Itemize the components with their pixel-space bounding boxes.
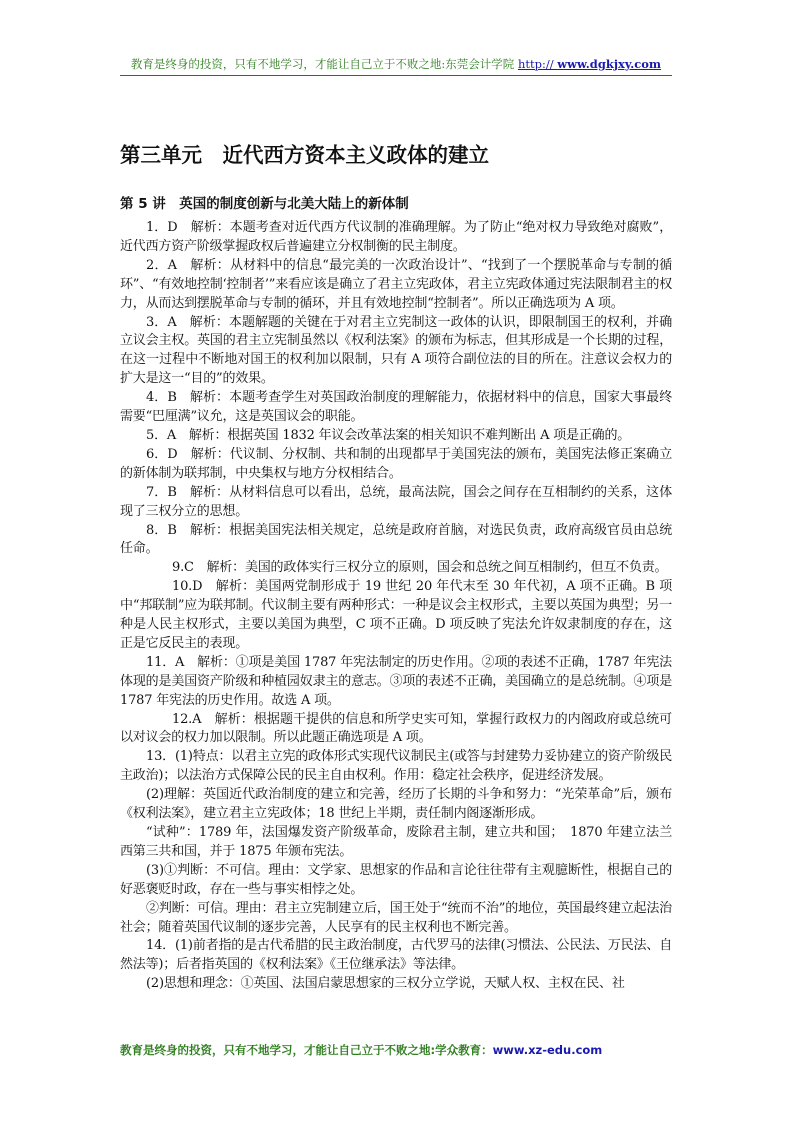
answer-paragraph: ②判断：可信。理由：君主立宪制建立后，国王处于“统而不治”的地位，英国最终建立起法治社会；随着英国代议制的逐步完善，人民享有的民主权利也不断完善。 bbox=[120, 900, 672, 935]
answer-paragraph: 7．B 解析：从材料信息可以看出，总统，最高法院，国会之间存在互相制约的关系，这体现了三权分立的思想。 bbox=[120, 484, 672, 519]
header-link[interactable] bbox=[518, 57, 661, 71]
answer-paragraph: 5．A 解析：根据英国 1832 年议会改革法案的相关知识不难判断出 A 项是正确的。 bbox=[146, 427, 631, 443]
answer-paragraph: (2)思想和理念：①英国、法国启蒙思想家的三权分立学说，天赋人权、主权在民、社 bbox=[146, 976, 625, 992]
answer-paragraph: 9.C 解析：美国的政体实行三权分立的原则，国会和总统之间互相制约，但互不负责。 bbox=[172, 560, 668, 576]
answer-paragraph: 10.D 解析：美国两党制形成于 19 世纪 20 年代末至 30 年代初，A 项不正确。B 项中“邦联制”应为联邦制。代议制主要有两种形式：一种是议会主权形式，主要以英国为典型；另一种是人民主权形式，主要以美国为典型，C 项不正确。D 项反映了宪法允许奴隶制度的存在，这正是它反民主的表现。 bbox=[120, 579, 672, 651]
page-header bbox=[120, 56, 672, 74]
header-text: 教育是终身的投资，只有不地学习，才能让自己立于不败之地:东莞会计学院 bbox=[130, 57, 518, 71]
answer-paragraph: 13．(1)特点：以君主立宪的政体形式实现代议制民主(或答与封建势力妥协建立的资产阶级民主政治)；以法治方式保障公民的民主自由权利。作用：稳定社会秩序，促进经济发展。 bbox=[120, 749, 672, 784]
unit-title: 第三单元 近代西方资本主义政体的建立 bbox=[120, 143, 489, 167]
answer-paragraph: (2)理解：英国近代政治制度的建立和完善，经历了长期的斗争和努力：“光荣革命”后，颁布《权利法案》，建立君主立宪政体；18 世纪上半期，责任制内阁逐渐形成。 bbox=[120, 787, 672, 822]
lecture-title: 第 5 讲 英国的制度创新与北美大陆上的新体制 bbox=[120, 196, 409, 212]
answer-paragraph: 4．B 解析：本题考查学生对英国政治制度的理解能力，依据材料中的信息，国家大事最终需要“巴厘满”议允，这是英国议会的职能。 bbox=[120, 390, 672, 425]
answer-body bbox=[120, 219, 672, 994]
answer-paragraph: 8．B 解析：根据美国宪法相关规定，总统是政府首脑，对选民负责，政府高级官员由总统任命。 bbox=[120, 522, 672, 557]
answer-paragraph: 11．A 解析：①项是美国 1787 年宪法制定的历史作用。②项的表述不正确，1787 年宪法体现的是美国资产阶级和种植园奴隶主的意志。③项的表述不正确，美国确立的是总统制。④项是 1787 年宪法的历史作用。故选 A 项。 bbox=[120, 654, 672, 708]
header-link-prefix: http:// bbox=[517, 57, 558, 71]
header-divider bbox=[120, 75, 672, 76]
answer-paragraph: 3．A 解析：本题解题的关键在于对君主立宪制这一政体的认识，即限制国王的权利，并确立议会主权。英国的君主立宪制虽然以《权利法案》的颁布为标志，但其形成是一个长期的过程，在这一过程中不断地对国王的权利加以限制，只有 A 项符合副位法的目的所在。注意议会权力的扩大是这一“目的”的效果。 bbox=[120, 314, 672, 387]
footer-text: 教育是终身的投资，只有不地学习，才能让自己立于不败之地:学众教育： bbox=[120, 1043, 493, 1057]
answer-paragraph: 12.A 解析：根据题干提供的信息和所学史实可知，掌握行政权力的内阁政府或总统可以对议会的权力加以限制。所以此题正确选项是 A 项。 bbox=[120, 711, 672, 746]
header-link-domain: www.dgkjxy.com bbox=[557, 57, 662, 71]
answer-paragraph: 2．A 解析：从材料中的信息“最完美的一次政治设计”、“找到了一个摆脱革命与专制的循环”、“有效地控制‘控制者’”来看应该是确立了君主立宪政体，君主立宪政体通过宪法限制君主的权力，从而达到摆脱革命与专制的循环，并且有效地控制“控制者”。所以正确选项为 A 项。 bbox=[120, 257, 673, 311]
answer-paragraph: 1．D 解析：本题考查对近代西方代议制的准确理解。为了防止“绝对权力导致绝对腐败”，近代西方资产阶级掌握政权后普遍建立分权制衡的民主制度。 bbox=[120, 220, 672, 254]
answer-paragraph: “试种”：1789 年，法国爆发资产阶级革命，废除君主制，建立共和国； 1870 年建立法兰西第三共和国，并于 1875 年颁布宪法。 bbox=[120, 825, 672, 859]
page-footer bbox=[120, 1042, 672, 1058]
footer-link[interactable]: www.xz-edu.com bbox=[492, 1043, 603, 1057]
answer-paragraph: (3)①判断：不可信。理由：文学家、思想家的作品和言论往往带有主观臆断性，根据自己的好恶褒贬时政，存在一些与事实相悖之处。 bbox=[120, 862, 672, 897]
answer-paragraph: 14．(1)前者指的是古代希腊的民主政治制度，古代罗马的法律(习惯法、公民法、万民法、自然法等)；后者指英国的《权利法案》《王位继承法》等法律。 bbox=[120, 938, 672, 973]
answer-paragraph: 6．D 解析：代议制、分权制、共和制的出现都早于美国宪法的颁布，美国宪法修正案确立的新体制为联邦制，中央集权与地方分权相结合。 bbox=[120, 446, 672, 481]
